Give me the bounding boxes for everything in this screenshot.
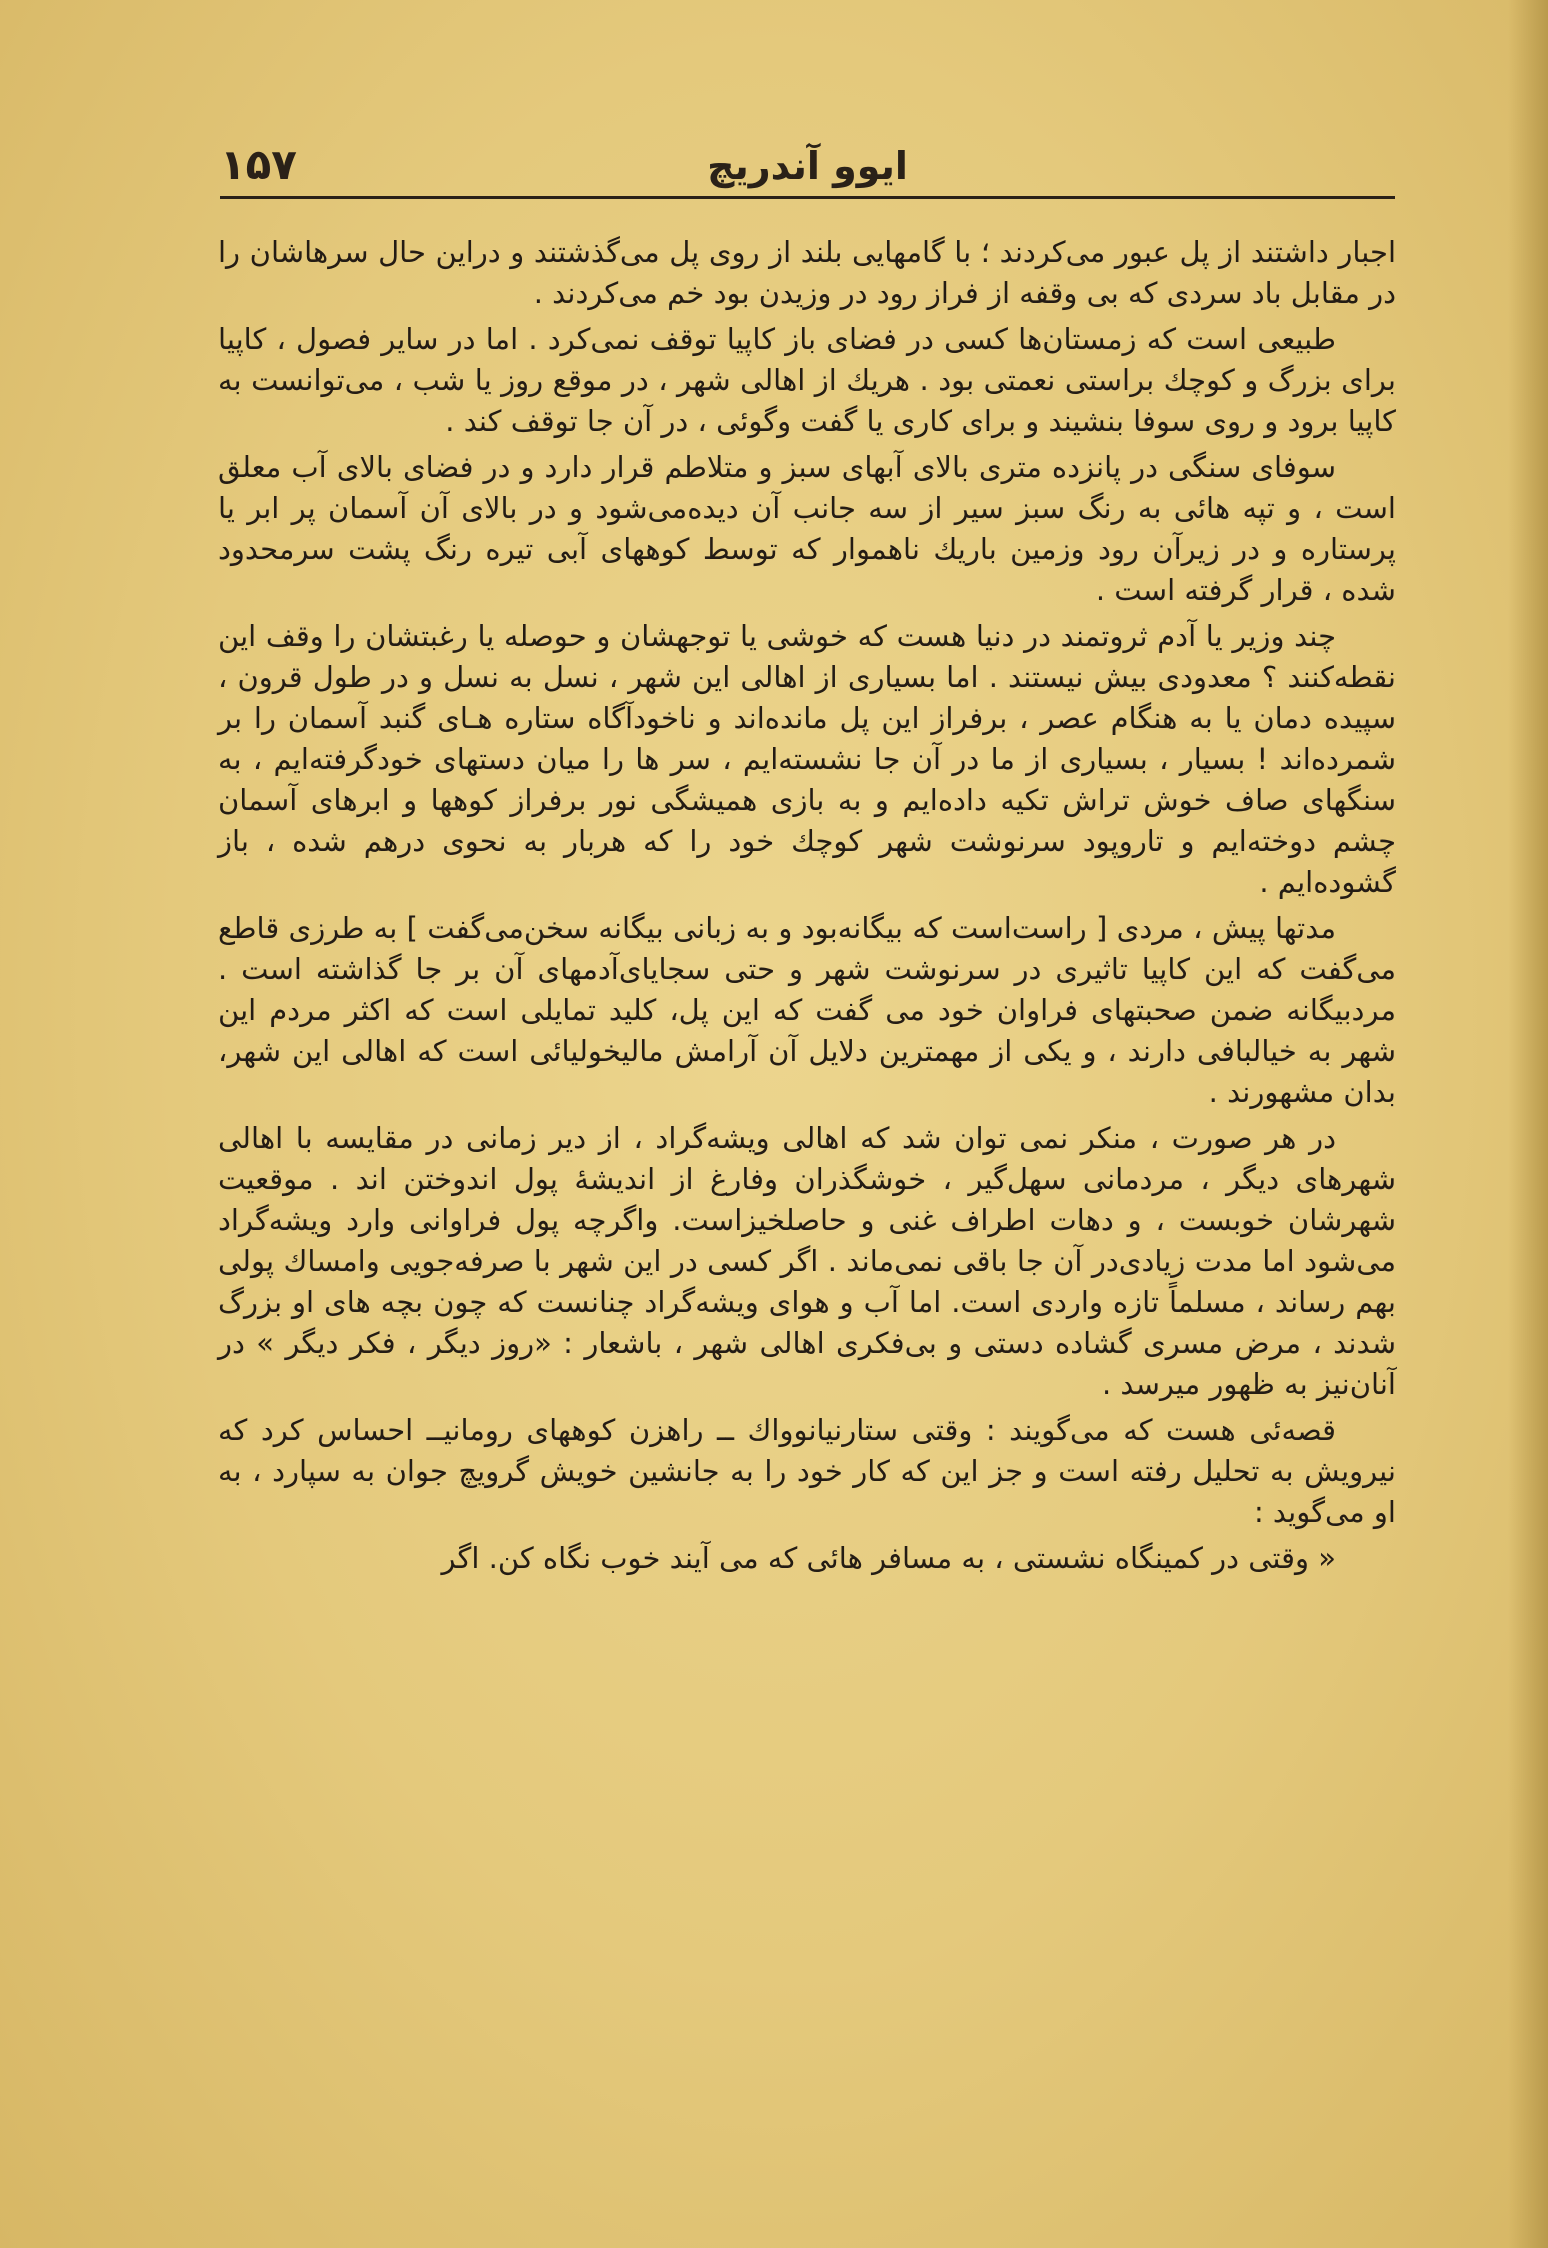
page-fold-shadow	[1508, 0, 1548, 2248]
running-head: ایوو آندریچ	[707, 144, 908, 188]
body-text	[218, 232, 1396, 1579]
paragraph: اجبار داشتند از پل عبور می‌کردند ؛ با گامهایی بلند از روی پل می‌گذشتند و دراین حال سرهاشان را در مقابل باد سردی که بی وقفه از فراز رود در وزیدن بود خم می‌کردند .	[218, 235, 1396, 310]
paragraph: سوفای سنگی در پانزده متری بالای آبهای سبز و متلاطم قرار دارد و در فضای بالای آب معلق است ، و تپه هائی به رنگ سبز سیر از سه جانب آن دیده‌می‌شود و در بالای آن آسمان پر ابر یا پرستاره و در زیرآن رود وزمین باریك ناهموار که توسط کوههای آبی تیره رنگ پشت سرمحدود شده ، قرار گرفته است .	[218, 450, 1396, 607]
page-number: ۱۵۷	[220, 140, 297, 189]
paragraph: در هر صورت ، منکر نمی توان شد که اهالی ویشه‌گراد ، از دیر زمانی در مقایسه با اهالی شهرهای دیگر ، مردمانی سهل‌گیر ، خوشگذران وفارغ از اندیشهٔ پول اندوختن اند . موقعیت شهرشان خوبست ، و دهات اطراف غنی و حاصلخیزاست. واگرچه پول فراوانی وارد ویشه‌گراد می‌شود اما مدت زیادی‌در آن جا باقی نمی‌ماند . اگر کسی در این شهر با صرفه‌جویی وامساك پولی بهم رساند ، مسلماً تازه واردی است. اما آب و هوای ویشه‌گراد چنانست که چون بچه های او بزرگ شدند ، مرض مسری گشاده دستی و بی‌فکری اهالی شهر ، باشعار : «روز دیگر ، فکر دیگر » در آنان‌نیز به ظهور میرسد .	[218, 1121, 1396, 1401]
header-rule	[220, 196, 1395, 199]
paragraph: قصه‌ئی هست که می‌گویند : وقتی ستارنیانوواك ــ راهزن کوههای رومانیــ احساس کرد که نیرویش به تحلیل رفته است و جز این که کار خود را به جانشین خویش گرویچ جوان به سپارد ، به او می‌گوید :	[218, 1413, 1396, 1529]
paragraph: « وقتی در کمینگاه نشستی ، به مسافر هائی که می آیند خوب نگاه کن. اگر	[441, 1541, 1336, 1575]
paragraph: طبیعی است که زمستان‌ها کسی در فضای باز کاپیا توقف نمی‌کرد . اما در سایر فصول ، کاپیا برای بزرگ و کوچك براستی نعمتی بود . هریك از اهالی شهر ، در موقع روز یا شب ، می‌توانست به کاپیا برود و روی سوفا بنشیند و برای کاری یا گفت وگوئی ، در آن جا توقف کند .	[218, 322, 1396, 438]
paragraph: مدتها پیش ، مردی [ راست‌است که بیگانه‌بود و به زبانی بیگانه سخن‌می‌گفت ] به طرزی قاطع می‌گفت که این کاپیا تاثیری در سرنوشت شهر و حتی سجایای‌آدمهای آن بر جا گذاشته است . مردبیگانه ضمن صحبتهای فراوان خود می گفت که این پل، کلید تمایلی است که اکثر مردم این شهر به خیالبافی دارند ، و یکی از مهمترین دلایل آن آرامش مالیخولیائی است که اهالی این شهر، بدان مشهورند .	[218, 911, 1396, 1109]
page-header	[220, 140, 1395, 200]
paragraph: چند وزیر یا آدم ثروتمند در دنیا هست که خوشی یا توجهشان و حوصله یا رغبتشان را وقف این نقطه‌کنند ؟ معدودی بیش نیستند . اما بسیاری از اهالی این شهر ، نسل به نسل و در طول قرون ، سپیده دمان یا به هنگام عصر ، برفراز این پل مانده‌اند و ناخودآگاه ستاره هـای گنبد آسمان را بر شمرده‌اند ! بسیار ، بسیاری از ما در آن جا نشسته‌ایم ، سر ها را میان دستهای خودگرفته‌ایم ، به سنگهای صاف خوش تراش تکیه داده‌ایم و به بازی همیشگی نور برفراز کوهها و ابرهای آسمان چشم دوخته‌ایم و تاروپود سرنوشت شهر کوچك خود را که هربار به نحوی درهم شده ، باز گشوده‌ایم .	[218, 619, 1396, 899]
